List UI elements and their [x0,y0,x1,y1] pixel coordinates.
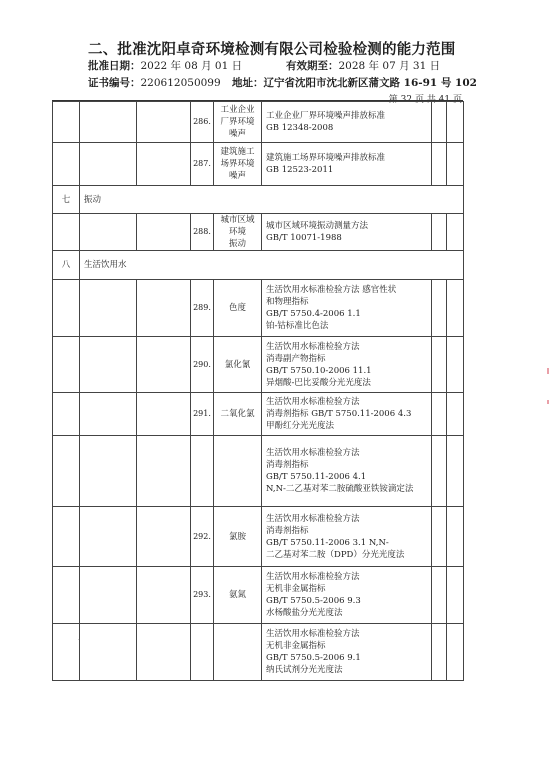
item-number: 290. [191,337,214,393]
table-row-293-method-2 [53,624,464,681]
table-row-291-method-2 [53,436,464,507]
item-name: 氯化氰 [214,337,262,393]
item-standard: 工业企业厂界环境噪声排放标准 GB 12348-2008 [262,102,432,143]
edge-mark [547,400,549,404]
item-number: 293. [191,567,214,624]
page-title: 二、批准沈阳卓奇环境检测有限公司检验检测的能力范围 [88,41,456,58]
item-standard: 生活饮用水标准检验方法 消毒剂指标 GB/T 5750.11-2006 4.3 甲酚红分光光度法 [262,393,432,436]
item-name: 氨氮 [214,567,262,624]
table-row-287 [53,143,464,186]
table-row-289 [53,280,464,337]
section-number: 七 [53,186,80,214]
section-row-vibration [53,186,464,214]
item-number: 287. [191,143,214,186]
item-name: 色度 [214,280,262,337]
item-name: 建筑施工 场界环境 噪声 [214,143,262,186]
item-name: 工业企业 厂界环境 噪声 [214,102,262,143]
item-name: 氯胺 [214,507,262,567]
valid-until-label: 有效期至： [286,60,339,72]
section-number: 八 [53,251,80,280]
table-row-286 [53,102,464,143]
valid-until-value: 2028 年 07 月 31 日 [338,60,441,72]
item-number: 289. [191,280,214,337]
table-row-292 [53,507,464,567]
item-standard: 生活饮用水标准检验方法 感官性状 和物理指标 GB/T 5750.4-2006 1.1 铂-钴标准比色法 [262,280,432,337]
valid-until [286,58,440,73]
item-standard: 生活饮用水标准检验方法 消毒副产物指标 GB/T 5750.10-2006 11.1 异烟酸-巴比妥酸分光光度法 [262,337,432,393]
section-label: 生活饮用水 [80,251,464,280]
page-number: 第 32 页 共 41 页 [388,95,462,105]
item-number: 292. [191,507,214,567]
item-name: 城市区域环境 振动 [214,214,262,251]
cert-no-value: 220612050099 [140,77,221,89]
table-row-291 [53,393,464,436]
approval-date-value: 2022 年 08 月 01 日 [140,60,243,72]
item-standard: 生活饮用水标准检验方法 消毒剂指标 GB/T 5750.11-2006 3.1 N,N- 二乙基对苯二胺（DPD）分光光度法 [262,507,432,567]
item-standard: 生活饮用水标准检验方法 消毒剂指标 GB/T 5750.11-2006 4.1 N,N-二乙基对苯二胺硫酸亚铁铵滴定法 [262,436,432,507]
item-standard: 城市区域环境振动测量方法 GB/T 10071-1988 [262,214,432,251]
table-row-290 [53,337,464,393]
item-number: 291. [191,393,214,436]
item-number: 286. [191,102,214,143]
table-row-288 [53,214,464,251]
address-label: 地址： [232,77,264,89]
section-label: 振动 [80,186,464,214]
certificate-number [88,75,221,90]
edge-mark [547,368,549,374]
item-standard: 生活饮用水标准检验方法 无机非金属指标 GB/T 5750.5-2006 9.3 水杨酸盐分光光度法 [262,567,432,624]
item-name: 二氧化氯 [214,393,262,436]
item-standard: 生活饮用水标准检验方法 无机非金属指标 GB/T 5750.5-2006 9.1 纳氏试剂分光光度法 [262,624,432,681]
stray-mark: · [78,636,81,644]
address-value: 辽宁省沈阳市沈北新区蒲文路 16-91 号 102 [263,77,477,89]
section-row-drinking-water [53,251,464,280]
approval-date [88,58,242,73]
capability-table [52,101,464,681]
table-row-293 [53,567,464,624]
address [232,75,477,90]
item-standard: 建筑施工场界环境噪声排放标准 GB 12523-2011 [262,143,432,186]
approval-date-label: 批准日期： [88,60,141,72]
item-number: 288. [191,214,214,251]
cert-no-label: 证书编号： [88,77,141,89]
